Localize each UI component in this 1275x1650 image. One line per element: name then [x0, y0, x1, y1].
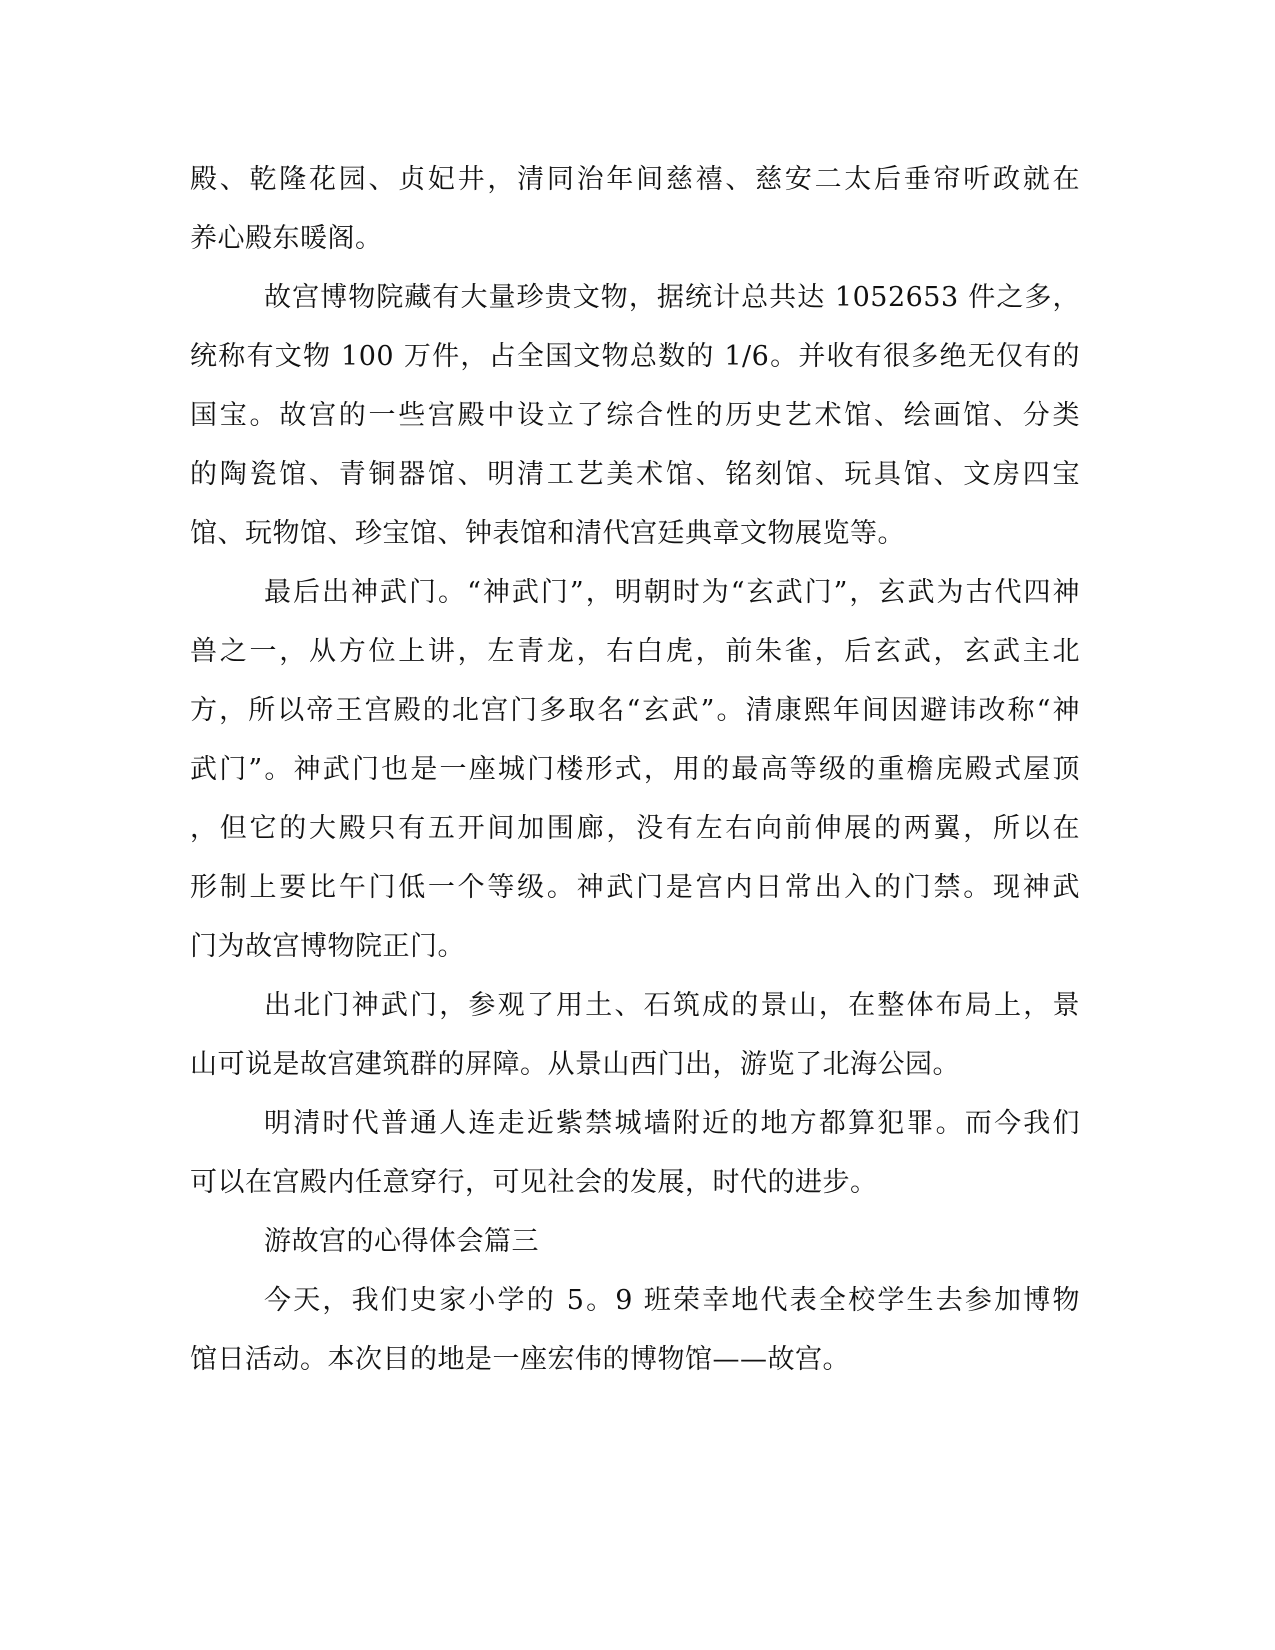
text-line: 养心殿东暖阁。 — [190, 223, 383, 254]
text-line: 统称有文物 100 万件，占全国文物总数的 1/6。并收有很多绝无仅有的 — [190, 341, 1080, 372]
text-line: ，但它的大殿只有五开间加围廊，没有左右向前伸展的两翼，所以在 — [190, 813, 1080, 844]
text-line: 形制上要比午门低一个等级。神武门是宫内日常出入的门禁。现神武 — [190, 872, 1080, 903]
text-line: 武门”。神武门也是一座城门楼形式，用的最高等级的重檐庑殿式屋顶 — [190, 754, 1080, 785]
text-line: 馆日活动。本次目的地是一座宏伟的博物馆——故宫。 — [190, 1344, 850, 1375]
text-line: 方，所以帝王宫殿的北宫门多取名“玄武”。清康熙年间因避讳改称“神 — [190, 695, 1080, 726]
text-line: 殿、乾隆花园、贞妃井，清同治年间慈禧、慈安二太后垂帘听政就在 — [190, 164, 1080, 195]
section-heading: 游故宫的心得体会篇三 — [264, 1226, 539, 1257]
text-line: 兽之一，从方位上讲，左青龙，右白虎，前朱雀，后玄武，玄武主北 — [190, 636, 1080, 667]
text-line: 山可说是故宫建筑群的屏障。从景山西门出，游览了北海公园。 — [190, 1049, 960, 1080]
text-line: 国宝。故宫的一些宫殿中设立了综合性的历史艺术馆、绘画馆、分类 — [190, 400, 1080, 431]
text-line: 明清时代普通人连走近紫禁城墙附近的地方都算犯罪。而今我们 — [264, 1108, 1080, 1139]
text-line: 故宫博物院藏有大量珍贵文物，据统计总共达 1052653 件之多， — [264, 282, 1080, 313]
text-line: 今天，我们史家小学的 5。9 班荣幸地代表全校学生去参加博物 — [264, 1285, 1080, 1316]
text-line: 可以在宫殿内任意穿行，可见社会的发展，时代的进步。 — [190, 1167, 878, 1198]
text-line: 出北门神武门，参观了用土、石筑成的景山，在整体布局上，景 — [264, 990, 1080, 1021]
text-line: 最后出神武门。“神武门”，明朝时为“玄武门”，玄武为古代四神 — [264, 577, 1080, 608]
text-line: 馆、玩物馆、珍宝馆、钟表馆和清代宫廷典章文物展览等。 — [190, 518, 905, 549]
text-line: 门为故宫博物院正门。 — [190, 931, 465, 962]
text-line: 的陶瓷馆、青铜器馆、明清工艺美术馆、铭刻馆、玩具馆、文房四宝 — [190, 459, 1080, 490]
